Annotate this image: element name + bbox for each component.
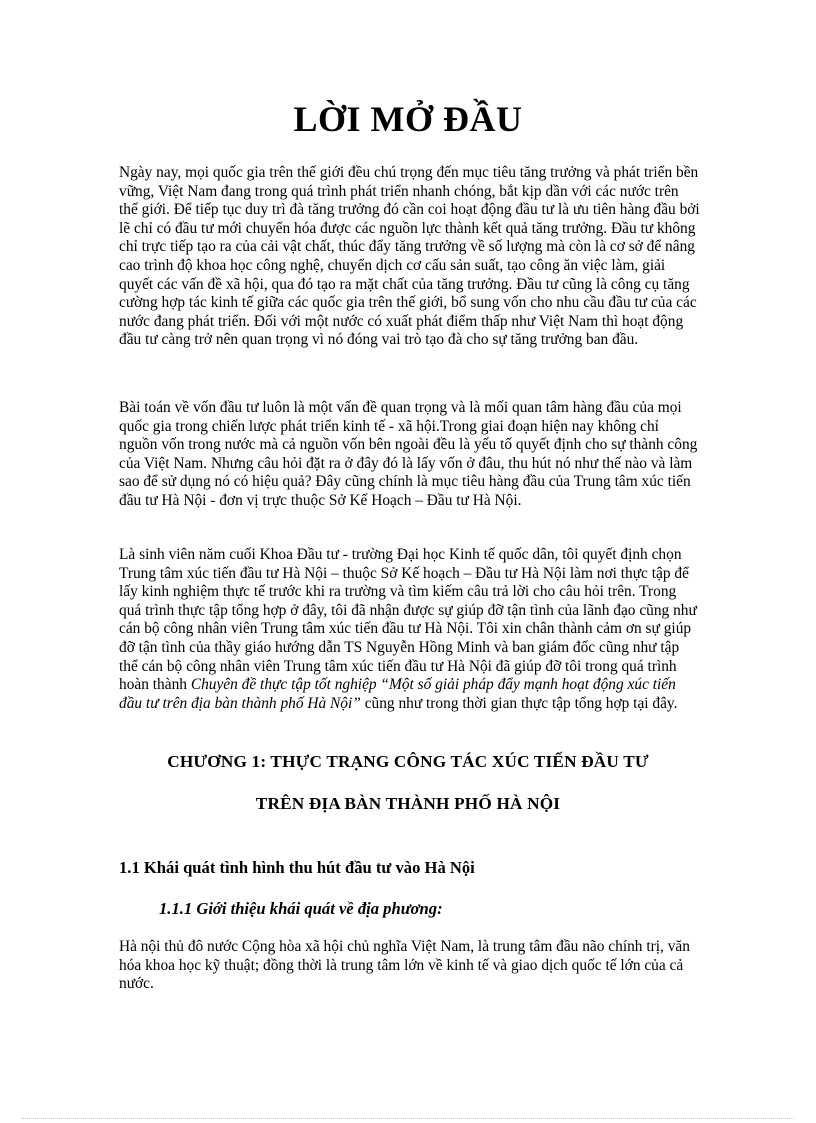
- intro-paragraph-3-tail: cũng như trong thời gian thực tập tổng hợp tại đây.: [360, 694, 678, 712]
- page-title: LỜI MỞ ĐẦU: [293, 99, 523, 139]
- chapter-heading-line-2: TRÊN ĐỊA BÀN THÀNH PHỐ HÀ NỘI: [255, 794, 561, 813]
- chapter-heading-line-1: CHƯƠNG 1: THỰC TRẠNG CÔNG TÁC XÚC TIẾN ĐẦU TƯ: [167, 752, 649, 771]
- intro-paragraph-3: [119, 546, 701, 713]
- section-heading-1-1: 1.1 Khái quát tình hình thu hút đầu tư vào Hà Nội: [119, 858, 475, 877]
- intro-paragraph-2: Bài toán về vốn đầu tư luôn là một vấn đề quan trọng và là mối quan tâm hàng đầu của mọi quốc gia trong chiến lược phát triển kinh tế - xã hội.Trong giai đoạn hiện nay không chỉ nguồn vốn trong nước mà cả nguồn vốn bên ngoài đều là yếu tố quyết định cho sự thành công của Việt Nam. Nhưng câu hỏi đặt ra ở đây đó là lấy vốn ở đâu, thu hút nó như thế nào và làm sao để sử dụng nó có hiệu quả? Đây cũng chính là mục tiêu hàng đầu của Trung tâm xúc tiến đầu tư Hà Nội - đơn vị trực thuộc Sở Kế Hoạch – Đầu tư Hà Nội.: [119, 399, 698, 509]
- subsection-heading-1-1-1: 1.1.1 Giới thiệu khái quát về địa phương:: [159, 899, 443, 918]
- hanoi-intro-paragraph: Hà nội thủ đô nước Cộng hòa xã hội chủ nghĩa Việt Nam, là trung tâm đầu não chính trị, văn hóa khoa học kỹ thuật; đồng thời là trung tâm lớn về kinh tế và giao dịch quốc tế lớn của cả nước.: [119, 938, 690, 993]
- intro-paragraph-3-text: Là sinh viên năm cuối Khoa Đầu tư - trường Đại học Kinh tế quốc dân, tôi quyết định chọn Trung tâm xúc tiến đầu tư Hà Nội – thuộc Sở Kế hoạch – Đầu tư Hà Nội làm nơi thực tập để lấy kinh nghiệm thực tế trước khi ra trường và tìm kiếm câu trả lời cho câu hỏi trên. Trong quá trình thực tập tổng hợp ở đây, tôi đã nhận được sự giúp đỡ tận tình của lãnh đạo cũng như cán bộ công nhân viên Trung tâm xúc tiến đầu tư Hà Nội. Tôi xin chân thành cảm ơn sự giúp đỡ tận tình của thầy giáo hướng dẫn TS Nguyễn Hồng Minh và ban giám đốc cũng như tập thể cán bộ công nhân viên Trung tâm xúc tiến đầu tư Hà Nội đã giúp đỡ tôi trong quá trình hoàn thành: [119, 546, 697, 694]
- thesis-title: Chuyên đề thực tập tốt nghiệp “Một số giải pháp đẩy mạnh hoạt động xúc tiến đầu tư trên địa bàn thành phố Hà Nội”: [119, 676, 676, 712]
- page-bottom-divider: [22, 1118, 794, 1119]
- intro-paragraph-1: Ngày nay, mọi quốc gia trên thế giới đều chú trọng đến mục tiêu tăng trưởng và phát triển bền vững, Việt Nam đang trong quá trình phát triển nhanh chóng, bắt kịp dần với các nước trên thế giới. Để tiếp tục duy trì đà tăng trưởng đó cần coi hoạt động đầu tư là ưu tiên hàng đầu bởi lẽ chỉ có đầu tư mới chuyển hóa được các nguồn lực thành kết quả tăng trưởng. Đầu tư không chỉ trực tiếp tạo ra của cải vật chất, thúc đẩy tăng trưởng về số lượng mà còn là cơ sở để nâng cao trình độ khoa học công nghệ, chuyển dịch cơ cấu sản suất, tạo công ăn việc làm, giải quyết các vấn đề xã hội, qua đó tạo ra mặt chất của tăng trưởng. Đầu tư cũng là công cụ tăng cường hợp tác kinh tế giữa các quốc gia trên thế giới, bổ sung vốn cho nhu cầu đầu tư của các nước đang phát triển. Đối với một nước có xuất phát điểm thấp như Việt Nam thì hoạt động đầu tư càng trở nên quan trọng vì nó đóng vai trò tạo đà cho sự tăng trưởng ban đầu.: [119, 164, 700, 349]
